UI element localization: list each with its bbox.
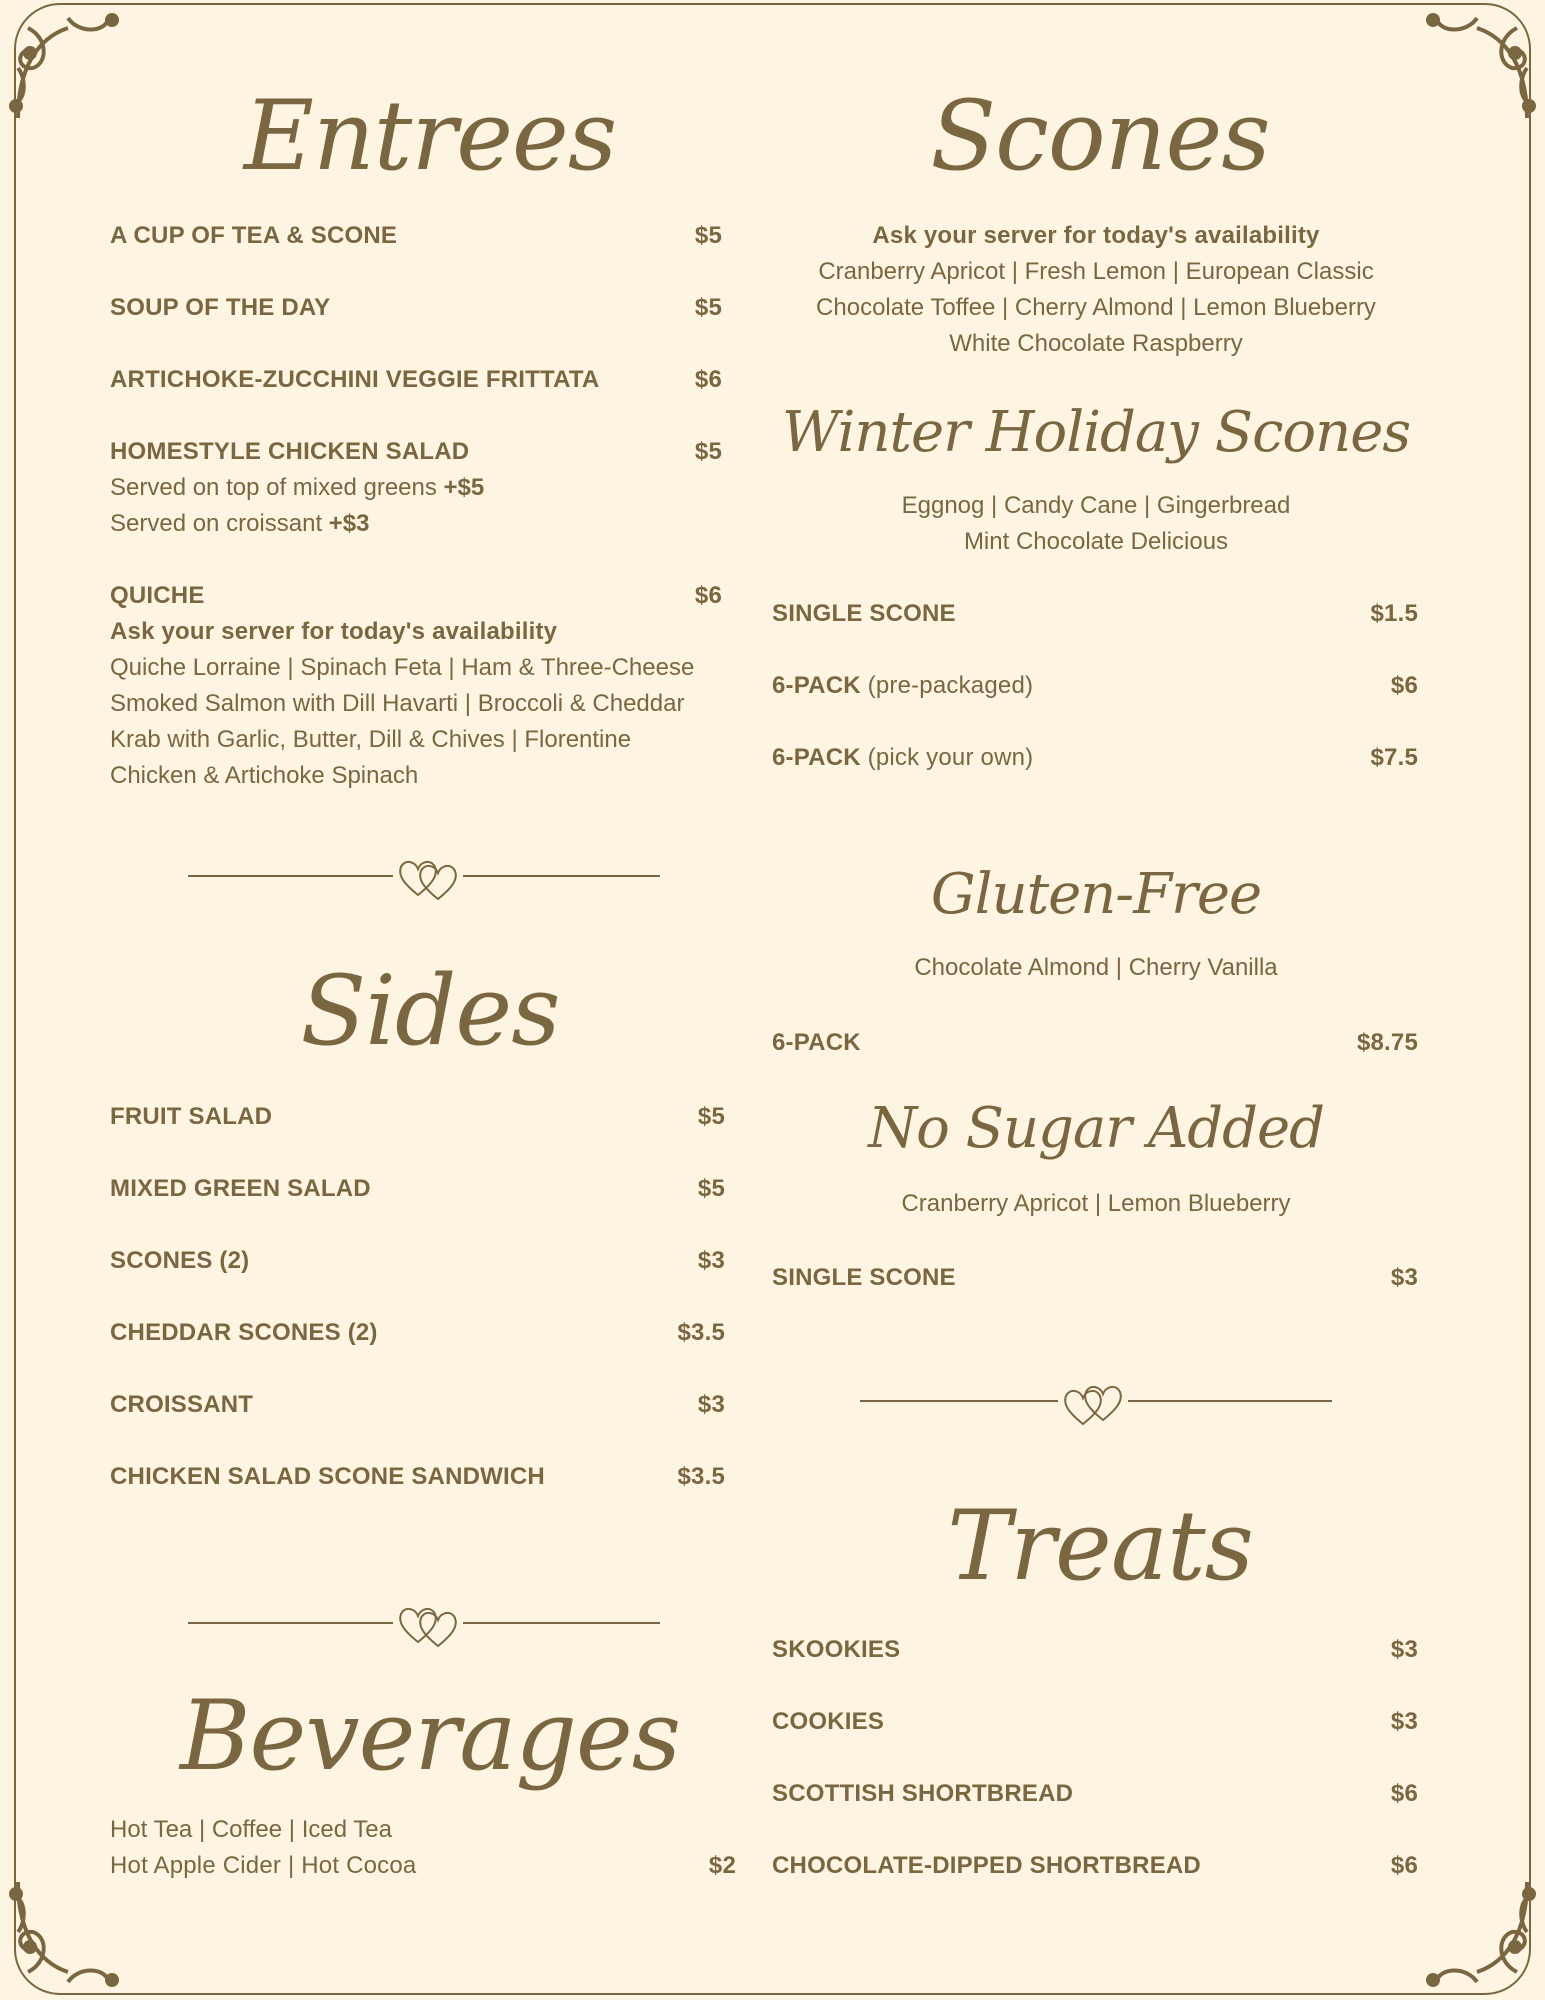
beverage-line: Hot Apple Cider | Hot Cocoa [110,1852,417,1879]
no-sugar-heading: No Sugar Added [868,1096,1324,1161]
heart-divider [860,1380,1332,1420]
item-name: CHOCOLATE-DIPPED SHORTBREAD [772,1852,1201,1879]
no-sugar-flavors: Cranberry Apricot | Lemon Blueberry [901,1190,1291,1217]
beverages-heading: Beverages [179,1680,681,1792]
scone-flavor-line: White Chocolate Raspberry [949,330,1243,357]
item-price: $2 [708,1852,736,1879]
option-text: Served on top of mixed greens [110,474,444,501]
item-price: $3 [697,1247,725,1274]
menu-item [110,1247,725,1275]
beverage-line: Hot Tea | Coffee | Iced Tea [110,1816,392,1843]
menu-item [772,1852,1418,1880]
item-price: $6 [1390,672,1418,699]
item-price: $1.5 [1370,600,1418,627]
item-name: SCOTTISH SHORTBREAD [772,1780,1074,1807]
item-price: $6 [1390,1852,1418,1879]
menu-item [110,366,722,394]
menu-item [110,222,722,250]
item-price: $7.5 [1370,744,1418,771]
winter-flavor-line: Eggnog | Candy Cane | Gingerbread [901,492,1291,519]
item-name: CHICKEN SALAD SCONE SANDWICH [110,1463,545,1490]
option-text: Served on croissant [110,510,329,537]
scones-note [772,222,1420,250]
item-name: CROISSANT [110,1391,254,1418]
winter-holiday-heading: Winter Holiday Scones [781,400,1411,465]
menu-item [110,1103,725,1131]
item-price: $5 [694,294,722,321]
item-price: $5 [697,1175,725,1202]
menu-item [772,744,1418,772]
item-name: SKOOKIES [772,1636,901,1663]
chicken-option [110,474,484,502]
item-price: $3 [1390,1264,1418,1291]
treats-heading: Treats [947,1490,1253,1602]
menu-item [110,1319,725,1347]
item-price: $3 [1390,1708,1418,1735]
menu-item [110,1852,736,1880]
scone-flavor-line: Chocolate Toffee | Cherry Almond | Lemon Blueberry [816,294,1376,321]
item-price: $3.5 [677,1463,725,1490]
entrees-heading: Entrees [243,80,617,192]
item-detail: (pick your own) [860,744,1034,771]
winter-flavor-line: Mint Chocolate Delicious [963,528,1229,555]
item-name: FRUIT SALAD [110,1103,273,1130]
quiche-note [110,618,557,646]
item-name: CHEDDAR SCONES (2) [110,1319,378,1346]
menu-item [772,1708,1418,1736]
corner-flourish-icon [1417,1872,1537,1992]
item-price: $5 [694,438,722,465]
item-price: $5 [694,222,722,249]
item-price: $6 [694,582,722,609]
menu-item [110,1391,725,1419]
item-price: $3.5 [677,1319,725,1346]
corner-flourish-icon [8,8,128,128]
item-price: $5 [697,1103,725,1130]
menu-item [110,1175,725,1203]
item-name: SINGLE SCONE [772,1264,956,1291]
option-extra: +$5 [443,474,485,501]
item-name [772,672,1033,700]
note-text: Ask your server for today's availability [872,222,1320,249]
menu-item [772,1264,1418,1292]
item-price: $6 [1390,1780,1418,1807]
item-name: 6-PACK [772,1029,861,1056]
heart-divider [188,1602,660,1642]
item-name: SOUP OF THE DAY [110,294,331,321]
item-price: $3 [697,1391,725,1418]
menu-item [772,1780,1418,1808]
item-price: $3 [1390,1636,1418,1663]
corner-flourish-icon [8,1872,128,1992]
scone-flavor-line: Cranberry Apricot | Fresh Lemon | European Classic [818,258,1374,285]
note-text: Ask your server for today's availability [110,618,558,645]
gluten-free-heading: Gluten-Free [930,862,1262,927]
scones-heading: Scones [930,80,1270,192]
item-name: COOKIES [772,1708,885,1735]
menu-item [772,600,1418,628]
menu-item [772,1636,1418,1664]
item-name: A CUP OF TEA & SCONE [110,222,398,249]
option-extra: +$3 [328,510,370,537]
menu-item [110,294,722,322]
menu-item [110,582,722,610]
item-name-bold: 6-PACK [772,744,861,771]
item-price: $8.75 [1356,1029,1418,1056]
quiche-flavor-line: Smoked Salmon with Dill Havarti | Broccoli & Cheddar [110,690,685,717]
item-name: ARTICHOKE-ZUCCHINI VEGGIE FRITTATA [110,366,600,393]
item-name: HOMESTYLE CHICKEN SALAD [110,438,470,465]
item-name-bold: SINGLE SCONE [772,600,956,627]
item-name [772,600,956,628]
sides-heading: Sides [300,955,560,1067]
item-name [772,744,1033,772]
quiche-flavor-line: Krab with Garlic, Butter, Dill & Chives | Florentine [110,726,632,753]
menu-item [110,438,722,466]
item-name: QUICHE [110,582,205,609]
menu-item [110,1463,725,1491]
item-detail: (pre-packaged) [860,672,1034,699]
item-name: SCONES (2) [110,1247,250,1274]
item-name: MIXED GREEN SALAD [110,1175,371,1202]
quiche-flavor-line: Quiche Lorraine | Spinach Feta | Ham & Three-Cheese [110,654,695,681]
hearts-icon [393,855,463,901]
item-name-bold: 6-PACK [772,672,861,699]
chicken-option [110,510,370,538]
quiche-flavor-line: Chicken & Artichoke Spinach [110,762,419,789]
gluten-free-flavors: Chocolate Almond | Cherry Vanilla [914,954,1278,981]
item-price: $6 [694,366,722,393]
corner-flourish-icon [1417,8,1537,128]
menu-item [772,672,1418,700]
hearts-icon [393,1602,463,1648]
heart-divider [188,855,660,895]
menu-item [772,1029,1418,1057]
hearts-icon [1058,1380,1128,1426]
